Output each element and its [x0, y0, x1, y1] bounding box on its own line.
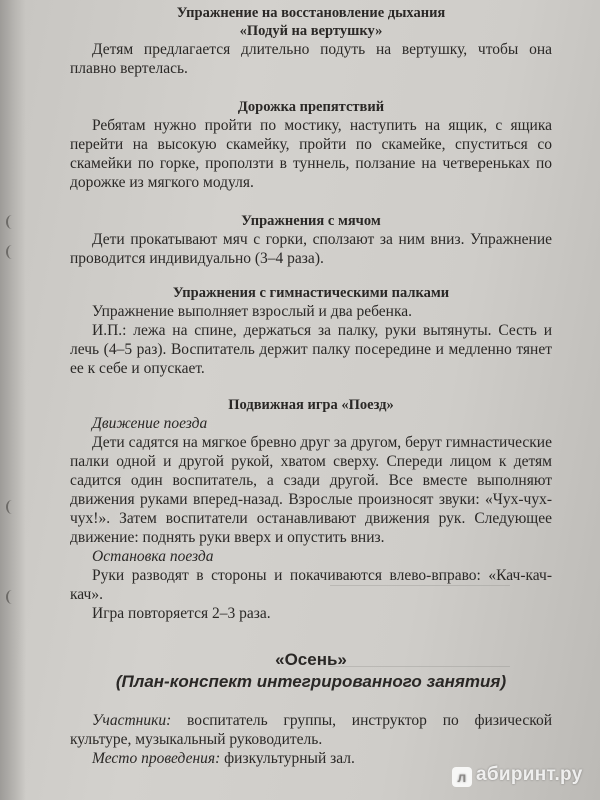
stick-exercise-section	[70, 284, 552, 378]
paragraph: Упражнение выполняет взрослый и два ребенка.	[92, 303, 413, 320]
subsection-title: Движение поезда	[92, 415, 208, 432]
binding-gutter	[0, 0, 26, 800]
participants-text: воспитатель группы, инструктор по физической культуре, музыкальный руководитель.	[70, 712, 552, 748]
binding-ring	[6, 500, 18, 514]
watermark-text: абиринт.ру	[476, 764, 583, 785]
section-title: Упражнение на восстановление дыхания	[176, 5, 446, 21]
paragraph: Игра повторяется 2–3 раза.	[92, 605, 271, 622]
lesson-subtitle: (План-конспект интегрированного занятия)	[115, 672, 507, 691]
labirint-watermark	[452, 764, 583, 787]
ball-exercise-section	[70, 212, 552, 268]
venue-label: Место проведения:	[92, 750, 221, 767]
venue-text: физкультурный зал.	[220, 750, 355, 767]
train-game-section	[70, 396, 552, 623]
page-content	[70, 0, 552, 768]
section-title: Упражнения с гимнастическими палками	[172, 285, 450, 301]
section-subtitle: «Подуй на вертушку»	[239, 23, 383, 39]
paragraph: Дети прокатывают мяч с горки, сползают за ним вниз. Упражнение проводится индивидуально (3–4 раза).	[70, 231, 552, 267]
paragraph: И.П.: лежа на спине, держаться за палку, руки вытянуты. Сесть и лечь (4–5 раз). Воспитатель держит палку посередине и медленно тянет ее к себе и опускает.	[70, 322, 552, 377]
section-title: Упражнения с мячом	[241, 213, 381, 229]
paragraph: Дети садятся на мягкое бревно друг за другом, берут гимнастические палки одной и другой рукой, хватом сверху. Спереди лицом к детям садится один воспитатель, а сзади другой. Все вместе выполняют движения руками вперед-назад. Взрослые произносят звуки: «Чух-чух-чух!». Затем воспитатели останавливают движения рук. Следующее движение: поднять руки вверх и опустить вниз.	[70, 434, 552, 546]
breathing-exercise-section	[70, 4, 552, 78]
binding-ring	[6, 245, 18, 259]
binding-ring	[6, 215, 18, 229]
lesson-title: «Осень»	[275, 650, 347, 669]
labirint-logo-icon: л	[452, 767, 472, 787]
binding-ring	[6, 590, 18, 604]
paragraph: Ребятам нужно пройти по мостику, наступить на ящик, с ящика перейти на высокую скамейку, пройти по скамейке, спуститься со скамейки по горке, проползти в туннель, ползание на четвереньках по дорожке из мягкого модуля.	[70, 117, 552, 191]
section-title: Подвижная игра «Поезд»	[228, 397, 394, 413]
subsection-title: Остановка поезда	[92, 548, 214, 565]
obstacle-course-section	[70, 98, 552, 192]
section-title: Дорожка препятствий	[237, 99, 385, 115]
participants-label: Участники:	[92, 712, 172, 729]
autumn-lesson-section	[70, 649, 552, 768]
participants-paragraph	[70, 711, 552, 749]
paragraph: Руки разводят в стороны и покачиваются влево-вправо: «Кач-кач-кач».	[70, 567, 552, 603]
paragraph: Детям предлагается длительно подуть на вертушку, чтобы она плавно вертелась.	[70, 41, 552, 77]
